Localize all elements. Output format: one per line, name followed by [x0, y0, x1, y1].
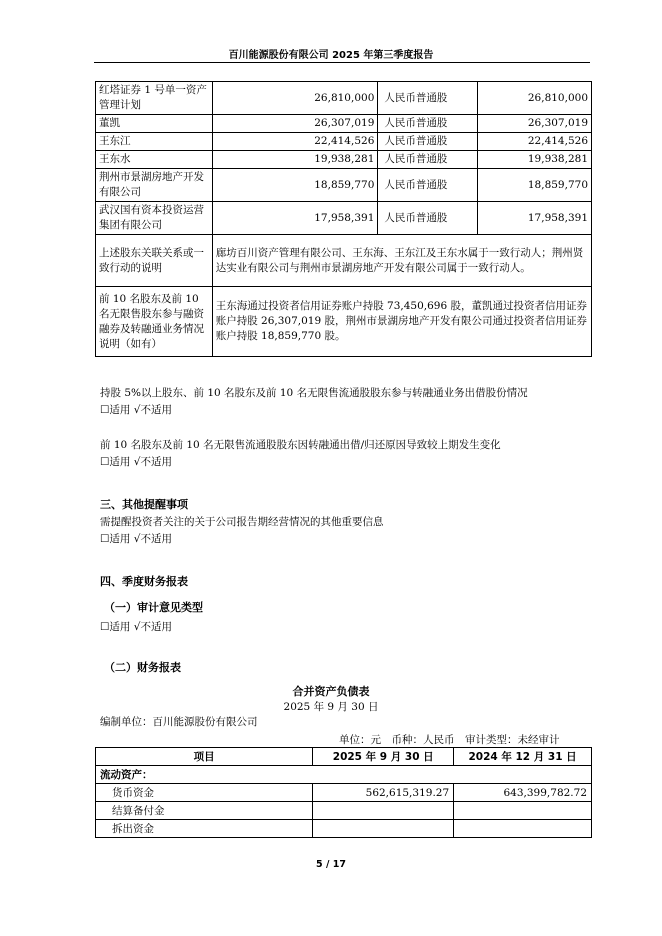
section-other-reminders-title: 三、其他提醒事项 — [100, 498, 188, 511]
lending-applicability: ☐适用 √不适用 — [100, 404, 172, 416]
share-class: 人民币普通股 — [378, 115, 478, 133]
table-row — [96, 820, 592, 838]
share-count: 26,810,000 — [478, 82, 592, 115]
holder-shares: 26,307,019 — [212, 115, 378, 133]
section-financial-statements-title: 四、季度财务报表 — [100, 575, 188, 588]
report-header-title: 百川能源股份有限公司 2025 年第三季度报告 — [228, 50, 434, 61]
prior-value: 643,399,782.72 — [454, 784, 592, 802]
top-holders-table — [95, 81, 592, 357]
table-row — [96, 115, 592, 133]
table-row — [96, 784, 592, 802]
lending-description: 持股 5%以上股东、前 10 名股东及前 10 名无限售流通股股东参与转融通业务出借股份情况 — [100, 387, 528, 399]
table-row — [96, 151, 592, 169]
holder-shares: 18,859,770 — [212, 169, 378, 202]
current-value — [313, 820, 454, 838]
holder-name: 武汉国有资本投资运营集团有限公司 — [96, 202, 213, 235]
share-count: 19,938,281 — [478, 151, 592, 169]
holder-shares: 17,958,391 — [212, 202, 378, 235]
holder-name: 荆州市景湖房地产开发有限公司 — [96, 169, 213, 202]
holder-shares: 22,414,526 — [212, 133, 378, 151]
change-applicability: ☐适用 √不适用 — [100, 456, 172, 468]
prior-value — [454, 820, 592, 838]
audit-opinion-applicability: ☐适用 √不适用 — [100, 621, 172, 633]
change-description: 前 10 名股东及前 10 名无限售流通股股东因转融通出借/归还原因导致较上期发生变化 — [100, 439, 501, 451]
share-count: 22,414,526 — [478, 133, 592, 151]
holder-name: 王东水 — [96, 151, 213, 169]
prior-value — [454, 802, 592, 820]
share-count: 17,958,391 — [478, 202, 592, 235]
share-count: 26,307,019 — [478, 115, 592, 133]
share-class: 人民币普通股 — [378, 133, 478, 151]
column-header-current: 2025 年 9 月 30 日 — [313, 748, 454, 766]
preparing-company: 编制单位：百川能源股份有限公司 — [100, 716, 258, 728]
holder-name: 王东江 — [96, 133, 213, 151]
current-value — [313, 802, 454, 820]
share-class: 人民币普通股 — [378, 82, 478, 115]
balance-sheet-date: 2025 年 9 月 30 日 — [283, 701, 379, 713]
table-row — [96, 202, 592, 235]
table-header-row — [96, 748, 592, 766]
holder-shares: 26,810,000 — [212, 82, 378, 115]
current-assets-label: 流动资产： — [96, 766, 592, 784]
table-row — [96, 82, 592, 115]
unit-currency-audit: 单位：元 币种：人民币 审计类型：未经审计 — [339, 734, 560, 746]
balance-sheet-table — [95, 747, 592, 838]
share-count: 18,859,770 — [478, 169, 592, 202]
line-item: 拆出资金 — [96, 820, 313, 838]
relation-text: 廊坊百川资产管理有限公司、王东海、王东江及王东水属于一致行动人；荆州贤达实业有限公司与荆州市景湖房地产开发有限公司属于一致行动人。 — [212, 235, 591, 287]
margin-label: 前 10 名股东及前 10 名无限售股东参与融资融券及转融通业务情况说明（如有） — [96, 287, 213, 357]
column-header-prior: 2024 年 12 月 31 日 — [454, 748, 592, 766]
table-section-row — [96, 766, 592, 784]
line-item: 货币资金 — [96, 784, 313, 802]
holder-name: 红塔证券 1 号单一资产管理计划 — [96, 82, 213, 115]
reminders-description: 需提醒投资者关注的关于公司报告期经营情况的其他重要信息 — [100, 516, 384, 528]
current-value: 562,615,319.27 — [313, 784, 454, 802]
share-class: 人民币普通股 — [378, 169, 478, 202]
table-row — [96, 133, 592, 151]
balance-sheet-title: 合并资产负债表 — [292, 685, 370, 698]
margin-text: 王东海通过投资者信用证券账户持股 73,450,696 股，董凯通过投资者信用证券账户持股 26,307,019 股，荆州市景湖房地产开发有限公司通过投资者信用证券账户持股 18,859,770 股。 — [212, 287, 591, 357]
holder-shares: 19,938,281 — [212, 151, 378, 169]
line-item: 结算备付金 — [96, 802, 313, 820]
table-row — [96, 287, 592, 357]
reminders-applicability: ☐适用 √不适用 — [100, 533, 172, 545]
page-number: 5 / 17 — [316, 859, 346, 870]
share-class: 人民币普通股 — [378, 151, 478, 169]
table-row — [96, 169, 592, 202]
column-header-item: 项目 — [96, 748, 313, 766]
audit-opinion-title: （一）审计意见类型 — [104, 601, 203, 614]
table-row — [96, 235, 592, 287]
financial-statements-subtitle: （二）财务报表 — [104, 661, 181, 674]
header-divider — [94, 62, 590, 63]
table-row — [96, 802, 592, 820]
relation-label: 上述股东关联关系或一致行动的说明 — [96, 235, 213, 287]
share-class: 人民币普通股 — [378, 202, 478, 235]
holder-name: 董凯 — [96, 115, 213, 133]
